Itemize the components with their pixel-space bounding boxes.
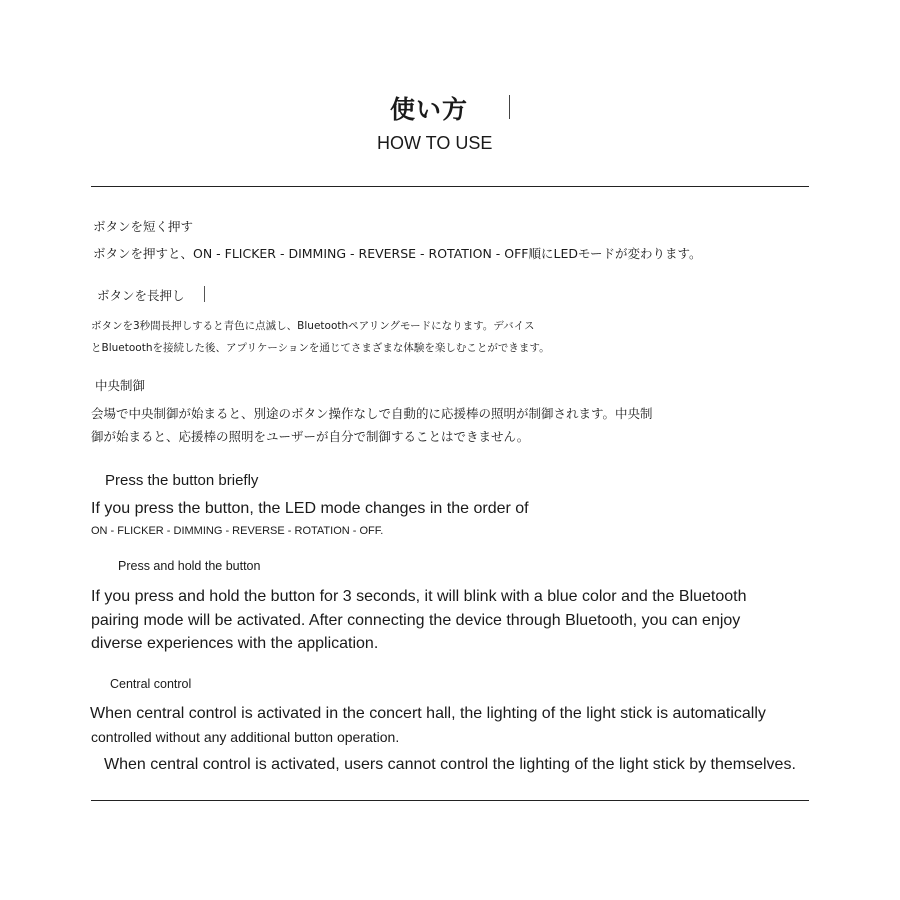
jp-central-line2: 御が始まると、応援棒の照明をユーザーが自分で制御することはできません。 bbox=[91, 429, 530, 444]
jp-short-press-body: ボタンを押すと、ON - FLICKER - DIMMING - REVERSE - ROTATION - OFF順にLEDモードが変わります。 bbox=[93, 246, 702, 261]
jp-central-line1: 会場で中央制御が始まると、別途のボタン操作なしで自動的に応援棒の照明が制御されます。中央制 bbox=[91, 406, 653, 421]
en-long-press-line2: pairing mode will be activated. After connecting the device through Bluetooth, you can enjoy bbox=[91, 612, 741, 629]
en-long-press-line3: diverse experiences with the application. bbox=[91, 635, 379, 652]
top-divider bbox=[91, 186, 809, 187]
jp-long-press-line2: とBluetoothを接続した後、アプリケーションを通じてさまざまな体験を楽しむことができます。 bbox=[91, 342, 550, 354]
jp-long-press-heading: ボタンを長押し bbox=[97, 288, 185, 303]
en-long-press-line1: If you press and hold the button for 3 seconds, it will blink with a blue color and the Bluetooth bbox=[91, 588, 747, 605]
en-central-line1: When central control is activated in the concert hall, the lighting of the light stick is automatically bbox=[90, 705, 766, 722]
page-title-en: HOW TO USE bbox=[377, 133, 493, 153]
bottom-divider bbox=[91, 800, 809, 801]
en-long-press-heading: Press and hold the button bbox=[118, 559, 261, 573]
en-central-line3: When central control is activated, users cannot control the lighting of the light stick by themselves. bbox=[104, 756, 796, 773]
page-title-jp: 使い方 bbox=[390, 95, 469, 124]
en-short-press-heading: Press the button briefly bbox=[105, 472, 259, 489]
jp-central-heading: 中央制御 bbox=[95, 378, 146, 393]
heading-cursor-mark bbox=[204, 286, 205, 302]
en-short-press-line1: If you press the button, the LED mode changes in the order of bbox=[91, 500, 529, 517]
en-central-line2: controlled without any additional button operation. bbox=[91, 729, 400, 745]
en-central-heading: Central control bbox=[110, 677, 192, 691]
jp-long-press-line1: ボタンを3秒間長押しすると青色に点滅し、Bluetoothペアリングモードになります。デバイス bbox=[91, 320, 535, 332]
jp-short-press-heading: ボタンを短く押す bbox=[93, 219, 194, 234]
en-short-press-line2: ON - FLICKER - DIMMING - REVERSE - ROTATION - OFF. bbox=[91, 525, 384, 537]
title-cursor-mark bbox=[509, 95, 510, 119]
